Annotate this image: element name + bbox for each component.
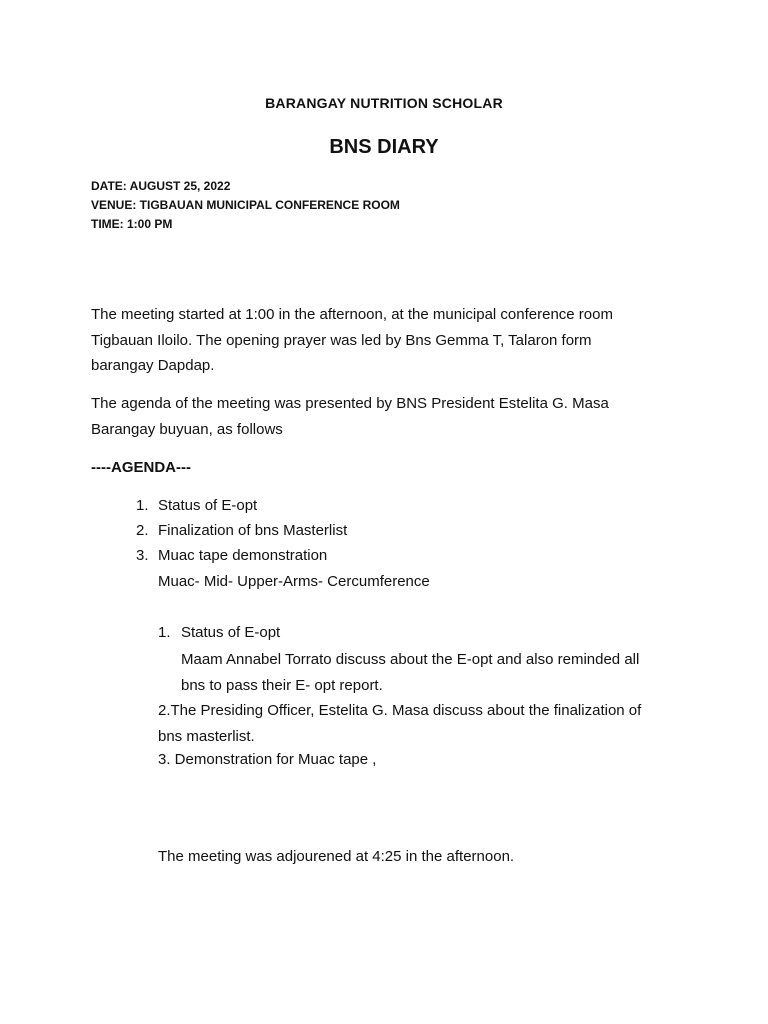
discussion-item3: 3. Demonstration for Muac tape , [158, 751, 377, 768]
meta-date: DATE: AUGUST 25, 2022 [91, 179, 231, 193]
discussion-item1-body [181, 647, 639, 698]
agenda-item-number: 1. [136, 497, 149, 514]
paragraph-line: Barangay buyuan, as follows [91, 420, 283, 438]
discussion-item2-body [158, 698, 641, 749]
meta-time: TIME: 1:00 PM [91, 217, 173, 231]
agenda-item-text: Muac tape demonstration [158, 547, 328, 564]
document-title: BARANGAY NUTRITION SCHOLAR [265, 95, 503, 111]
discussion-item-number: 1. [158, 624, 171, 641]
paragraph-line: Tigbauan Iloilo. The opening prayer was led by Bns Gemma T, Talaron form [91, 331, 592, 349]
paragraph-line: The meeting started at 1:00 in the afternoon, at the municipal conference room [91, 306, 613, 323]
agenda-note: Muac- Mid- Upper-Arms- Cercumference [158, 573, 430, 590]
paragraph-line: bns to pass their E- opt report. [181, 676, 383, 694]
agenda-item-text: Finalization of bns Masterlist [158, 522, 348, 539]
paragraph-line: bns masterlist. [158, 727, 255, 745]
meta-venue: VENUE: TIGBAUAN MUNICIPAL CONFERENCE ROOM [91, 198, 400, 212]
document-subtitle: BNS DIARY [329, 136, 439, 158]
agenda-item-number: 3. [136, 547, 149, 564]
paragraph-line: The agenda of the meeting was presented by BNS President Estelita G. Masa [91, 395, 609, 412]
paragraph-line: barangay Dapdap. [91, 357, 215, 374]
paragraph-line: 2.The Presiding Officer, Estelita G. Masa discuss about the finalization of [158, 702, 642, 719]
closing-statement: The meeting was adjourened at 4:25 in the afternoon. [158, 848, 515, 865]
agenda-heading: ----AGENDA--- [91, 459, 191, 476]
discussion-item-title: Status of E-opt [181, 624, 281, 641]
agenda-item-number: 2. [136, 522, 149, 539]
paragraph-agenda-intro [91, 391, 609, 442]
paragraph-intro [91, 302, 613, 379]
paragraph-line: Maam Annabel Torrato discuss about the E-opt and also reminded all [181, 651, 640, 668]
agenda-item-text: Status of E-opt [158, 497, 258, 514]
